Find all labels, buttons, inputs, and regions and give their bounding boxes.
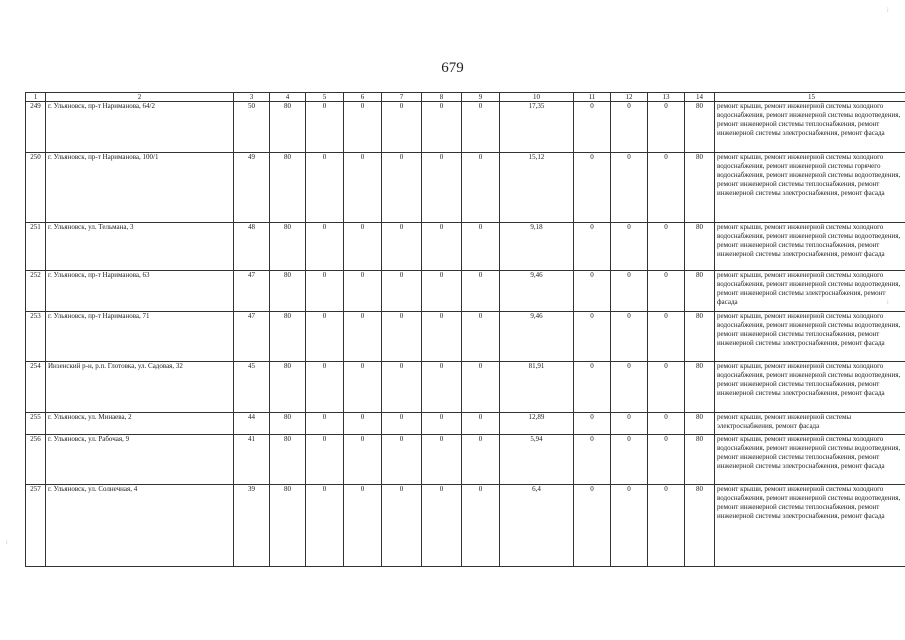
cell-col12: 0 (611, 102, 648, 153)
scan-mark: ⁞ (887, 8, 889, 14)
cell-col13: 0 (648, 223, 685, 271)
work-types: ремонт крыши, ремонт инженерной системы холодного водоснабжения, ремонт инженерной системы водоотведения, ремонт инженерной системы электроснабжения, ремонт фасада (715, 271, 905, 312)
cell-col13: 0 (648, 485, 685, 567)
table-row (26, 271, 905, 312)
table-row (26, 153, 905, 223)
table-row (26, 102, 905, 153)
cell-col13: 0 (648, 271, 685, 312)
cell-col3: 41 (234, 435, 270, 485)
cell-col11: 0 (574, 312, 611, 362)
row-number: 253 (26, 312, 46, 362)
cell-col3: 39 (234, 485, 270, 567)
cell-col9: 0 (462, 485, 500, 567)
scan-mark: ⁞ (887, 300, 889, 306)
cell-col14: 80 (685, 223, 715, 271)
cell-col14: 80 (685, 153, 715, 223)
row-number: 250 (26, 153, 46, 223)
work-types: ремонт крыши, ремонт инженерной системы холодного водоснабжения, ремонт инженерной системы горячего водоснабжения, ремонт инженерной системы водоотведения, ремонт инженерной системы теплоснабжения, ремонт инженерной системы электроснабжения, ремонт фасада (715, 153, 905, 223)
row-number: 255 (26, 413, 46, 435)
work-types: ремонт крыши, ремонт инженерной системы холодного водоснабжения, ремонт инженерной системы водоотведения, ремонт инженерной системы теплоснабжения, ремонт инженерной системы электроснабжения, ремонт фасада (715, 362, 905, 413)
row-number: 249 (26, 102, 46, 153)
cell-col13: 0 (648, 413, 685, 435)
column-header: 4 (270, 93, 306, 102)
table-row (26, 413, 905, 435)
column-header: 11 (574, 93, 611, 102)
cell-col6: 0 (344, 223, 382, 271)
work-types: ремонт крыши, ремонт инженерной системы электроснабжения, ремонт фасада (715, 413, 905, 435)
cell-col7: 0 (382, 223, 422, 271)
cell-col3: 44 (234, 413, 270, 435)
table-row (26, 485, 905, 567)
cell-col8: 0 (422, 153, 462, 223)
cell-col12: 0 (611, 312, 648, 362)
cell-col3: 47 (234, 312, 270, 362)
table-row (26, 223, 905, 271)
cell-col14: 80 (685, 413, 715, 435)
cell-col4: 80 (270, 312, 306, 362)
column-header: 12 (611, 93, 648, 102)
cell-col8: 0 (422, 312, 462, 362)
table-row (26, 312, 905, 362)
cell-col14: 80 (685, 102, 715, 153)
cell-col8: 0 (422, 413, 462, 435)
cell-col8: 0 (422, 485, 462, 567)
cell-col14: 80 (685, 362, 715, 413)
cell-col11: 0 (574, 413, 611, 435)
cell-col4: 80 (270, 271, 306, 312)
cell-col3: 47 (234, 271, 270, 312)
cell-col9: 0 (462, 271, 500, 312)
address: г. Ульяновск, ул. Рабочая, 9 (46, 435, 234, 485)
address: Инзенский р-н, р.п. Глотовка, ул. Садовая, 32 (46, 362, 234, 413)
row-number: 254 (26, 362, 46, 413)
cell-col6: 0 (344, 271, 382, 312)
address: г. Ульяновск, пр-т Нариманова, 63 (46, 271, 234, 312)
cell-col7: 0 (382, 413, 422, 435)
cell-col14: 80 (685, 485, 715, 567)
cell-col12: 0 (611, 362, 648, 413)
header-row (26, 93, 905, 102)
cell-col5: 0 (306, 271, 344, 312)
cell-col11: 0 (574, 271, 611, 312)
cell-col5: 0 (306, 435, 344, 485)
work-types: ремонт крыши, ремонт инженерной системы холодного водоснабжения, ремонт инженерной системы водоотведения, ремонт инженерной системы теплоснабжения, ремонт инженерной системы электроснабжения, ремонт фасада (715, 223, 905, 271)
cell-col3: 49 (234, 153, 270, 223)
cell-col10: 6,4 (500, 485, 574, 567)
address: г. Ульяновск, пр-т Нариманова, 71 (46, 312, 234, 362)
cell-col13: 0 (648, 362, 685, 413)
cell-col4: 80 (270, 435, 306, 485)
cell-col13: 0 (648, 153, 685, 223)
cell-col7: 0 (382, 102, 422, 153)
cell-col9: 0 (462, 223, 500, 271)
cell-col14: 80 (685, 271, 715, 312)
cell-col4: 80 (270, 362, 306, 413)
cell-col5: 0 (306, 312, 344, 362)
row-number: 251 (26, 223, 46, 271)
cell-col7: 0 (382, 312, 422, 362)
work-types: ремонт крыши, ремонт инженерной системы холодного водоснабжения, ремонт инженерной системы водоотведения, ремонт инженерной системы теплоснабжения, ремонт инженерной системы электроснабжения, ремонт фасада (715, 102, 905, 153)
column-header: 8 (422, 93, 462, 102)
repair-schedule-table (25, 92, 905, 567)
cell-col13: 0 (648, 102, 685, 153)
cell-col6: 0 (344, 413, 382, 435)
column-header: 13 (648, 93, 685, 102)
cell-col4: 80 (270, 413, 306, 435)
cell-col6: 0 (344, 153, 382, 223)
cell-col11: 0 (574, 223, 611, 271)
cell-col9: 0 (462, 435, 500, 485)
cell-col13: 0 (648, 435, 685, 485)
cell-col14: 80 (685, 435, 715, 485)
address: г. Ульяновск, пр-т Нариманова, 100/1 (46, 153, 234, 223)
cell-col10: 5,94 (500, 435, 574, 485)
scan-mark: ⁞ (6, 540, 8, 546)
cell-col9: 0 (462, 153, 500, 223)
row-number: 257 (26, 485, 46, 567)
cell-col9: 0 (462, 413, 500, 435)
column-header: 7 (382, 93, 422, 102)
cell-col12: 0 (611, 223, 648, 271)
cell-col10: 9,46 (500, 271, 574, 312)
cell-col7: 0 (382, 435, 422, 485)
cell-col6: 0 (344, 435, 382, 485)
cell-col5: 0 (306, 153, 344, 223)
cell-col11: 0 (574, 362, 611, 413)
cell-col12: 0 (611, 153, 648, 223)
cell-col6: 0 (344, 362, 382, 413)
cell-col5: 0 (306, 362, 344, 413)
cell-col8: 0 (422, 435, 462, 485)
cell-col5: 0 (306, 485, 344, 567)
cell-col5: 0 (306, 413, 344, 435)
column-header: 14 (685, 93, 715, 102)
work-types: ремонт крыши, ремонт инженерной системы холодного водоснабжения, ремонт инженерной системы водоотведения, ремонт инженерной системы теплоснабжения, ремонт инженерной системы электроснабжения, ремонт фасада (715, 312, 905, 362)
cell-col10: 9,18 (500, 223, 574, 271)
cell-col11: 0 (574, 435, 611, 485)
cell-col11: 0 (574, 153, 611, 223)
table-row (26, 435, 905, 485)
cell-col9: 0 (462, 362, 500, 413)
column-header: 5 (306, 93, 344, 102)
cell-col5: 0 (306, 223, 344, 271)
cell-col9: 0 (462, 312, 500, 362)
cell-col10: 15,12 (500, 153, 574, 223)
cell-col10: 9,46 (500, 312, 574, 362)
address: г. Ульяновск, ул. Минаева, 2 (46, 413, 234, 435)
cell-col3: 48 (234, 223, 270, 271)
cell-col10: 17,35 (500, 102, 574, 153)
cell-col5: 0 (306, 102, 344, 153)
cell-col6: 0 (344, 312, 382, 362)
cell-col6: 0 (344, 485, 382, 567)
cell-col7: 0 (382, 271, 422, 312)
cell-col12: 0 (611, 485, 648, 567)
row-number: 256 (26, 435, 46, 485)
table-row (26, 362, 905, 413)
cell-col4: 80 (270, 223, 306, 271)
cell-col6: 0 (344, 102, 382, 153)
column-header: 3 (234, 93, 270, 102)
cell-col4: 80 (270, 485, 306, 567)
cell-col8: 0 (422, 362, 462, 413)
cell-col12: 0 (611, 435, 648, 485)
column-header: 15 (715, 93, 905, 102)
cell-col11: 0 (574, 102, 611, 153)
cell-col14: 80 (685, 312, 715, 362)
cell-col4: 80 (270, 153, 306, 223)
column-header: 9 (462, 93, 500, 102)
cell-col10: 12,89 (500, 413, 574, 435)
cell-col8: 0 (422, 271, 462, 312)
column-header: 10 (500, 93, 574, 102)
cell-col10: 81,91 (500, 362, 574, 413)
cell-col3: 50 (234, 102, 270, 153)
address: г. Ульяновск, ул. Тельмана, 3 (46, 223, 234, 271)
cell-col7: 0 (382, 153, 422, 223)
cell-col4: 80 (270, 102, 306, 153)
work-types: ремонт крыши, ремонт инженерной системы холодного водоснабжения, ремонт инженерной системы водоотведения, ремонт инженерной системы теплоснабжения, ремонт инженерной системы электроснабжения, ремонт фасада (715, 435, 905, 485)
cell-col11: 0 (574, 485, 611, 567)
cell-col9: 0 (462, 102, 500, 153)
address: г. Ульяновск, ул. Солнечная, 4 (46, 485, 234, 567)
cell-col7: 0 (382, 485, 422, 567)
cell-col12: 0 (611, 271, 648, 312)
cell-col13: 0 (648, 312, 685, 362)
column-header: 2 (46, 93, 234, 102)
address: г. Ульяновск, пр-т Нариманова, 64/2 (46, 102, 234, 153)
cell-col12: 0 (611, 413, 648, 435)
row-number: 252 (26, 271, 46, 312)
cell-col3: 45 (234, 362, 270, 413)
work-types: ремонт крыши, ремонт инженерной системы холодного водоснабжения, ремонт инженерной системы водоотведения, ремонт инженерной системы теплоснабжения, ремонт инженерной системы электроснабжения, ремонт фасада (715, 485, 905, 567)
column-header: 6 (344, 93, 382, 102)
column-header: 1 (26, 93, 46, 102)
page-number: 679 (441, 60, 464, 76)
cell-col8: 0 (422, 102, 462, 153)
cell-col8: 0 (422, 223, 462, 271)
cell-col7: 0 (382, 362, 422, 413)
